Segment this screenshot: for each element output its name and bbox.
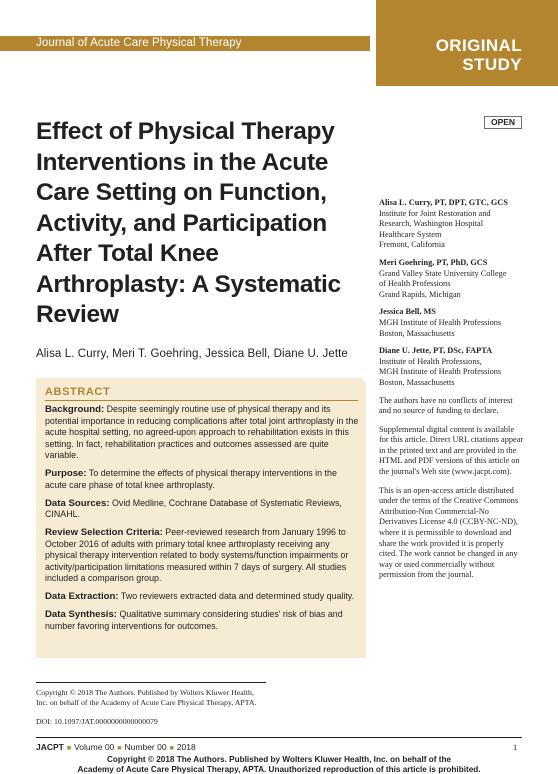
abstract-heading: ABSTRACT	[45, 386, 111, 398]
section-text: Despite seemingly routine use of physical therapy and its potential importance in reducing complications after total joint arthroplasty in the acute hospital setting, no agreed-upon approach to rehabilitation exists in this setting. In fact, rehabilitation practices and outcomes assessed are quite variable.	[45, 404, 359, 460]
affiliation	[379, 198, 524, 251]
copyright-note: Copyright © 2018 The Authors. Published by Wolters Kluwer Health, Inc. on behalf of the Academy of Acute Care Physical Therapy, APTA.	[36, 682, 266, 707]
section-label: Review Selection Criteria:	[45, 527, 163, 538]
square-bullet-icon: ■	[117, 745, 122, 752]
reproduction-notice	[0, 755, 558, 774]
supplemental-note: Supplemental digital content is available for this article. Direct URL citations appear in the printed text and are provided in the HTML and PDF versions of this article on the journal's Web site (www.jacpt.com).	[379, 424, 524, 477]
section-text: Peer-reviewed research from January 1996 to October 2016 of adults with primary total knee arthroplasty receiving any physical therapy intervention related to body systems/function impairments or activity/participation limitations measured within 7 days of surgery. All studies included a comparison group.	[45, 527, 349, 583]
article-type-line1: ORIGINAL	[435, 36, 522, 55]
page-number: 1	[513, 742, 518, 752]
journal-name: Journal of Acute Care Physical Therapy	[36, 37, 242, 49]
affiliation-name: Meri Goehring, PT, PhD, GCS	[379, 257, 488, 267]
abstract-section	[45, 609, 359, 632]
footer-citation	[36, 742, 196, 752]
notice-line: Copyright © 2018 The Authors. Published by Wolters Kluwer Health, Inc. on behalf of the	[106, 755, 452, 764]
abstract-section	[45, 468, 359, 491]
abstract-box	[36, 378, 366, 658]
affiliation-name: Jessica Bell, MS	[379, 307, 436, 317]
license-note: This is an open-access article distributed under the terms of the Creative Commons Attribution-Non Commercial-No Derivatives License 4.0 (CCBY-NC-ND), where it is permissible to download and share the work provided it is properly cited. The work cannot be changed in any way or used commercially without permission from the journal.	[379, 485, 519, 580]
article-title: Effect of Physical Therapy Interventions in the Acute Care Setting on Function, Activity, and Participation After Total Knee Arthroplasty: A Systematic Review	[36, 118, 341, 328]
affiliation-line: MGH Institute of Health Professions	[379, 317, 502, 327]
volume: Volume 00	[74, 742, 115, 752]
article-type-label	[436, 36, 522, 74]
footer-divider	[36, 737, 522, 738]
author-affiliations	[379, 198, 524, 589]
affiliation-name: Alisa L. Curry, PT, DPT, GTC, GCS	[379, 198, 508, 207]
affiliation-line: Boston, Massachusetts	[379, 377, 455, 387]
section-label: Data Extraction:	[45, 591, 119, 602]
year: 2018	[176, 742, 196, 752]
affiliation-line: Fremont, California	[379, 240, 445, 250]
affiliation-line: Institute for Joint Restoration and	[379, 208, 491, 218]
affiliation-line: Research, Washington Hospital	[379, 219, 484, 229]
affiliation-line: Grand Valley State University College	[379, 268, 507, 278]
affiliation	[379, 307, 524, 339]
affiliation-name: Diane U. Jette, PT, DSc, FAPTA	[379, 346, 493, 356]
abstract-section	[45, 404, 359, 462]
square-bullet-icon: ■	[66, 745, 72, 752]
notice-line: Academy of Acute Care Physical Therapy, APTA. Unauthorized reproduction of this article is prohibited.	[77, 764, 481, 774]
affiliation-line: Boston, Massachusetts	[379, 328, 455, 338]
affiliation	[379, 258, 524, 300]
abstract-body	[45, 404, 359, 639]
section-label: Purpose:	[45, 468, 87, 479]
section-text: Qualitative summary considering studies' risk of bias and number favoring interventions for outcomes.	[45, 609, 343, 631]
affiliation-line: of Health Professions	[379, 279, 451, 289]
affiliation-line: Grand Rapids, Michigan	[379, 289, 461, 299]
issue-number: Number 00	[124, 742, 167, 752]
section-text: Ovid Medline, Cochrane Database of Systematic Reviews, CINAHL.	[45, 497, 342, 519]
affiliation-line: MGH Institute of Health Professions	[379, 367, 502, 377]
square-bullet-icon: ■	[169, 745, 174, 752]
abstract-section	[45, 591, 359, 603]
abstract-section	[45, 527, 359, 585]
section-text: Two reviewers extracted data and determined study quality.	[118, 591, 355, 601]
affiliation-line: Healthcare System	[379, 229, 442, 239]
open-access-badge: OPEN	[484, 116, 522, 129]
section-label: Background:	[45, 404, 105, 415]
abstract-divider	[45, 400, 358, 401]
affiliation	[379, 346, 524, 388]
section-label: Data Sources:	[45, 497, 110, 509]
author-list: Alisa L. Curry, Meri T. Goehring, Jessica Bell, Diane U. Jette	[36, 348, 348, 360]
article-type-line2: STUDY	[462, 55, 522, 74]
doi: DOI: 10.1097/JAT.0000000000000079	[36, 717, 158, 726]
abstract-section	[45, 498, 359, 521]
journal-abbreviation: JACPT	[36, 742, 64, 752]
section-text: To determine the effects of physical therapy interventions in the acute care phase of total knee arthroplasty.	[45, 468, 337, 490]
section-label: Data Synthesis:	[45, 609, 117, 620]
affiliation-line: Institute of Health Professions,	[379, 356, 482, 366]
conflict-statement: The authors have no conflicts of interest and no source of funding to declare.	[379, 395, 513, 416]
